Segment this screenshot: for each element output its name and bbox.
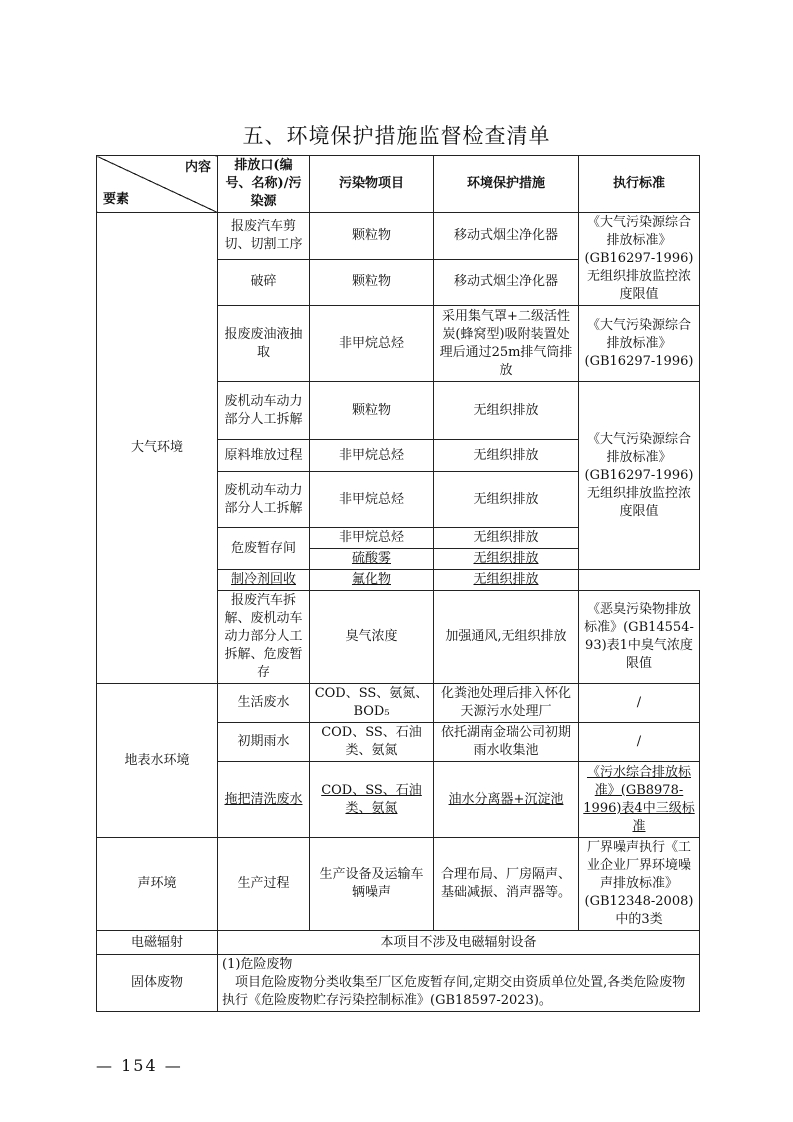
solid-waste-note: [218, 955, 700, 1012]
measure-cell: 无组织排放: [434, 440, 579, 472]
source-cell: 破碎: [218, 259, 310, 306]
pollutant-cell: 氟化物: [310, 570, 434, 591]
header-pollutant: 污染物项目: [310, 156, 434, 213]
pollutant-cell: 颗粒物: [310, 213, 434, 260]
measure-cell: 依托湖南金瑞公司初期雨水收集池: [434, 723, 579, 762]
pollutant-cell: 非甲烷总烃: [310, 528, 434, 549]
category-solid: 固体废物: [97, 955, 218, 1012]
table-row: [97, 684, 700, 723]
pollutant-cell: 非甲烷总烃: [310, 472, 434, 528]
table-row: [97, 838, 700, 931]
category-noise: 声环境: [97, 838, 218, 931]
category-air: 大气环境: [97, 213, 218, 684]
source-cell: 制冷剂回收: [218, 570, 310, 591]
solid-waste-text: 项目危险废物分类收集至厂区危废暂存间,定期交由资质单位处置,各类危险废物执行《危险废物贮存污染控制标准》(GB18597-2023)。: [222, 975, 686, 1008]
measure-cell: 移动式烟尘净化器: [434, 213, 579, 260]
pollutant-cell: 臭气浓度: [310, 591, 434, 684]
standard-cell: 《大气污染源综合排放标准》(GB16297-1996)无组织排放监控浓度限值: [579, 382, 700, 570]
pollutant-cell: 生产设备及运输车辆噪声: [310, 838, 434, 931]
source-cell: 生产过程: [218, 838, 310, 931]
measure-cell: 无组织排放: [434, 528, 579, 549]
standard-cell: 《污水综合排放标准》(GB8978-1996)表4中三级标准: [579, 762, 700, 838]
pollutant-cell: 颗粒物: [310, 382, 434, 440]
source-cell: 危废暂存间: [218, 528, 310, 570]
header-corner-cell: [97, 156, 218, 213]
source-cell: 初期雨水: [218, 723, 310, 762]
measure-cell: 无组织排放: [434, 472, 579, 528]
source-cell: 报废汽车拆解、废机动车动力部分人工拆解、危废暂存: [218, 591, 310, 684]
measure-cell: 无组织排放: [434, 570, 579, 591]
source-cell: 生活废水: [218, 684, 310, 723]
table-header-row: [97, 156, 700, 213]
standard-cell: 厂界噪声执行《工业企业厂界环境噪声排放标准》(GB12348-2008)中的3类: [579, 838, 700, 931]
measure-cell: 采用集气罩+二级活性炭(蜂窝型)吸附装置处理后通过25m排气筒排放: [434, 306, 579, 382]
header-corner-top: 内容: [184, 160, 211, 175]
standard-cell: /: [579, 684, 700, 723]
pollutant-cell: COD、SS、氨氮、BOD₅: [310, 684, 434, 723]
source-cell: 废机动车动力部分人工拆解: [218, 472, 310, 528]
measure-cell: 合理布局、厂房隔声、基础减振、消声器等。: [434, 838, 579, 931]
source-cell: 报废汽车剪切、切割工序: [218, 213, 310, 260]
table-row: [97, 955, 700, 1012]
measure-cell: 无组织排放: [434, 382, 579, 440]
table-row: [97, 931, 700, 955]
table-row: [97, 213, 700, 260]
page-number: — 154 —: [96, 1056, 183, 1075]
header-source: 排放口(编号、名称)/污染源: [218, 156, 310, 213]
source-cell: 报废废油液抽取: [218, 306, 310, 382]
header-corner-bottom: 要素: [103, 192, 130, 207]
pollutant-cell: 非甲烷总烃: [310, 306, 434, 382]
pollutant-cell: 非甲烷总烃: [310, 440, 434, 472]
source-cell: 废机动车动力部分人工拆解: [218, 382, 310, 440]
pollutant-cell: COD、SS、石油类、氨氮: [310, 723, 434, 762]
header-standard: 执行标准: [579, 156, 700, 213]
category-emr: 电磁辐射: [97, 931, 218, 955]
pollutant-cell: 硫酸雾: [310, 549, 434, 570]
measure-cell: 移动式烟尘净化器: [434, 259, 579, 306]
measure-cell: 油水分离器+沉淀池: [434, 762, 579, 838]
standard-cell: 《大气污染源综合排放标准》(GB16297-1996): [579, 306, 700, 382]
measure-cell: 加强通风,无组织排放: [434, 591, 579, 684]
pollutant-cell: COD、SS、石油类、氨氮: [310, 762, 434, 838]
standard-cell: 《恶臭污染物排放标准》(GB14554-93)表1中臭气浓度限值: [579, 591, 700, 684]
category-water: 地表水环境: [97, 684, 218, 838]
pollutant-cell: 颗粒物: [310, 259, 434, 306]
page-title: 五、环境保护措施监督检查清单: [242, 124, 551, 148]
header-measure: 环境保护措施: [434, 156, 579, 213]
emr-note: 本项目不涉及电磁辐射设备: [218, 931, 700, 955]
measure-cell: 化粪池处理后排入怀化天源污水处理厂: [434, 684, 579, 723]
checklist-table: [96, 155, 700, 1012]
standard-cell: /: [579, 723, 700, 762]
standard-cell: 《大气污染源综合排放标准》(GB16297-1996)无组织排放监控浓度限值: [579, 213, 700, 306]
source-cell: 拖把清洗废水: [218, 762, 310, 838]
measure-cell: 无组织排放: [434, 549, 579, 570]
solid-waste-heading: (1)危险废物: [222, 957, 293, 972]
source-cell: 原料堆放过程: [218, 440, 310, 472]
